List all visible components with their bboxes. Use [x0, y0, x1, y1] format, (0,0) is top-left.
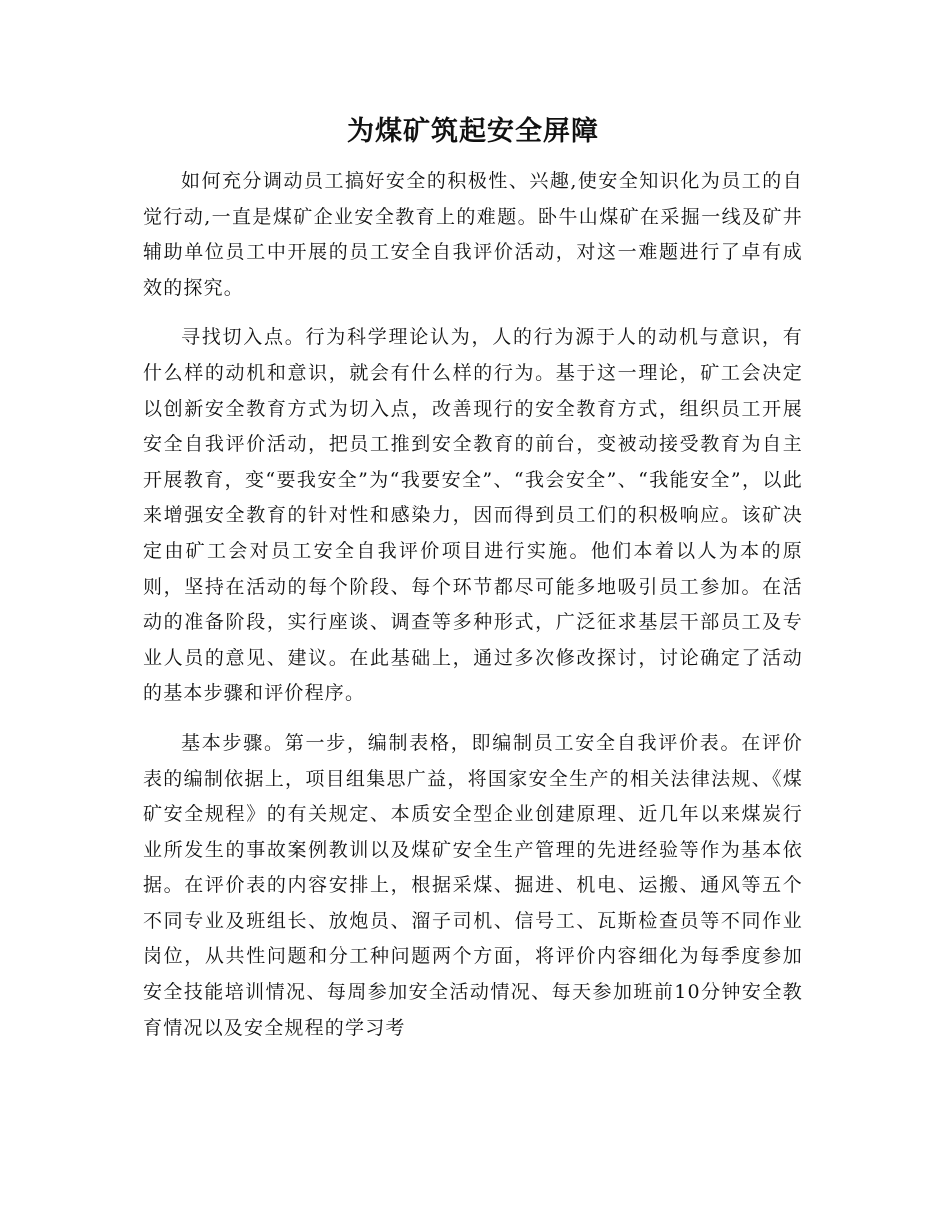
document-title: 为煤矿筑起安全屏障	[347, 116, 599, 147]
paragraph-intro: 如何充分调动员工搞好安全的积极性、兴趣,使安全知识化为员工的自觉行动,一直是煤矿企业安全教育上的难题。卧牛山煤矿在采掘一线及矿井辅助单位员工中开展的员工安全自我评价活动，对这一难题进行了卓有成效的探究。	[143, 170, 803, 299]
paragraph-basic-steps: 基本步骤。第一步，编制表格，即编制员工安全自我评价表。在评价表的编制依据上，项目组集思广益，将国家安全生产的相关法律法规、《煤矿安全规程》的有关规定、本质安全型企业创建原理、近几年以来煤炭行业所发生的事故案例教训以及煤矿安全生产管理的先进经验等作为基本依据。在评价表的内容安排上，根据采煤、掘进、机电、运搬、通风等五个不同专业及班组长、放炮员、溜子司机、信号工、瓦斯检查员等不同作业岗位，从共性问题和分工种问题两个方面，将评价内容细化为每季度参加安全技能培训情况、每周参加安全活动情况、每天参加班前10分钟安全教育情况以及安全规程的学习考	[143, 731, 803, 1039]
document-body	[143, 112, 803, 1060]
paragraph-entry-point: 寻找切入点。行为科学理论认为，人的行为源于人的动机与意识，有什么样的动机和意识，就会有什么样的行为。基于这一理论，矿工会决定以创新安全教育方式为切入点，改善现行的安全教育方式，组织员工开展安全自我评价活动，把员工推到安全教育的前台，变被动接受教育为自主开展教育，变“要我安全”为“我要安全”、“我会安全”、“我能安全”，以此来增强安全教育的针对性和感染力，因而得到员工们的积极响应。该矿决定由矿工会对员工安全自我评价项目进行实施。他们本着以人为本的原则，坚持在活动的每个阶段、每个环节都尽可能多地吸引员工参加。在活动的准备阶段，实行座谈、调查等多种形式，广泛征求基层干部员工及专业人员的意见、建议。在此基础上，通过多次修改探讨，讨论确定了活动的基本步骤和评价程序。	[143, 326, 803, 705]
